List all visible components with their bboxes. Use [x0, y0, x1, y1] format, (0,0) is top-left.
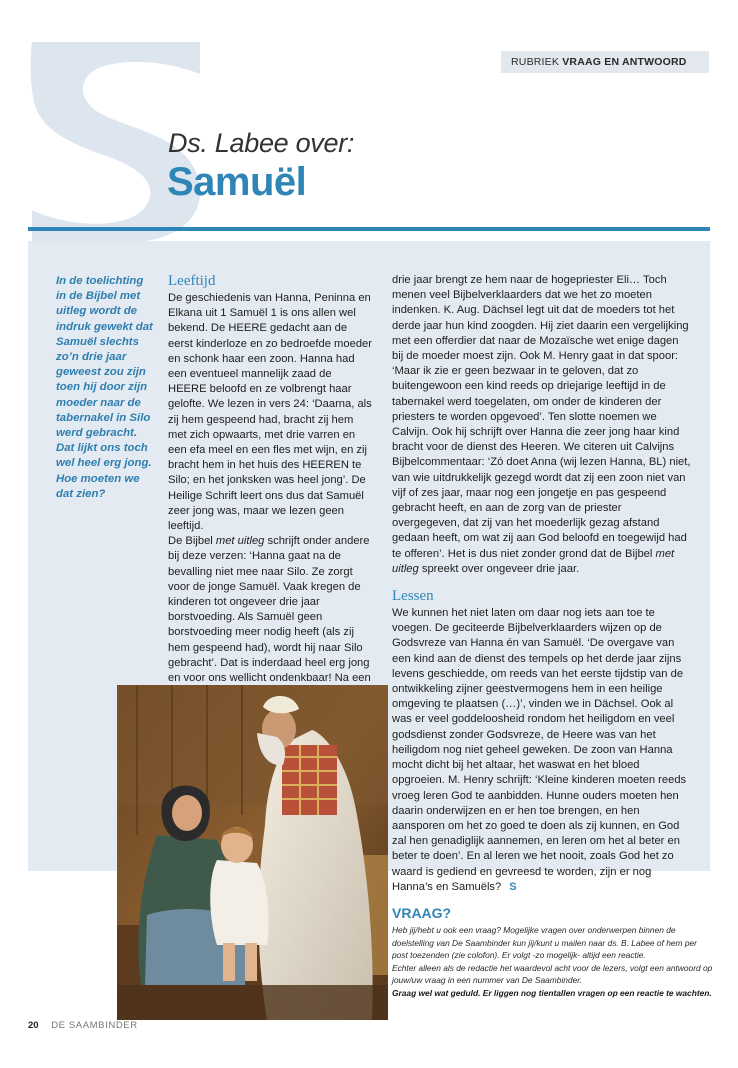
- end-mark-icon: S: [509, 880, 517, 893]
- article-column-2: [392, 273, 692, 895]
- vraag-text: Heb jij/hebt u ook een vraag? Mogelijke vragen over onderwerpen binnen de doelstelling van De Saambinder kun jij/kunt u mailen naar ds. B. Labee of hem per post toezenden (zie colofon). Er volgt -zo mogelijk- altijd een reactie.: [392, 925, 697, 961]
- article-subtitle: Ds. Labee over:: [168, 128, 355, 158]
- rubric-name: VRAAG EN ANTWOORD: [562, 56, 687, 68]
- section-heading-leeftijd: Leeftijd: [168, 273, 216, 289]
- rubric-label: [501, 51, 709, 73]
- text-run: drie jaar brengt ze hem naar de hogepriester Eli… Toch menen veel Bijbelverklaarders dat we het zo moeten indenken. K. Aug. Dächsel legt uit dat de moeders tot het derde jaar hun kind zoogden. Hij ziet daarin een vergelijking met een offerdier dat naar de Mozaïsche wet enige dagen bij de moeder moest zijn. Ook M. Henry gaat in dat spoor: ‘Maar ik zie er geen bezwaar in te geloven, dat zo buitengewoon een kind reeds op driejarige leeftijd in de tabernakel werd toegelaten, om onder de kinderen der priesters te worden opgevoed’. Ten slotte noemen we Calvijn. Ook hij schrijft over Hanna die zeer jong haar kind bracht voor de dienst des Heeren. We citeren uit Calvijns Bijbelcommentaar: ‘Zó doet Anna (wij lezen Hanna, BL) niet, van wie uitdrukkelijk gezegd wordt dat zij een zoon niet van vijf of zes jaar, maar nog een jongetje en pas gespeend gebracht heeft, en aan de zorg van de priester overgegeven, dat zij van het moederlijk gezag afstand gedaan heeft, om wat zij aan God beloofd en toegewijd had te offeren’. Het is dus niet zonder grond dat de Bijbel: [392, 274, 691, 560]
- text-run: spreekt over ongeveer drie jaar.: [418, 562, 580, 575]
- vraag-text-2: Echter alleen als de redactie het waardevol acht voor de lezers, volgt een antwoord op jouw/uw vraag in een nummer van De Saambinder.: [392, 962, 713, 986]
- rubric-prefix: RUBRIEK: [511, 56, 560, 68]
- intro-question: In de toelichting in de Bijbel met uitleg wordt de indruk gewekt dat Samuël slechts zo’n drie jaar geweest zou zijn toen hij door zijn moeder naar de tabernakel in Silo werd gebracht. Dat lijkt ons toch wel heel erg jong. Hoe moeten we dat zien?: [56, 275, 153, 500]
- article-column-1: [168, 272, 373, 732]
- header-divider: [28, 227, 710, 231]
- text-run: We kunnen het niet laten om daar nog iets aan toe te voegen. De geciteerde Bijbelverklaarders wijzen op de Godsvreze van Hanna én van Samuël. ‘De overgave van een kind aan de dienst des tempels op het derde jaar zijns levens geschiedde, om reeds van het eerste tijdstip van de ontwikkeling zijner geestvermogens hem in een heilige omgeving te plaatsen (…)’, vinden we in Dächsel. Ook al was er veel goddeloosheid rondom het heiligdom en veel godsdienst zonder Godsvreze, de Heere was van het heiligdom nog niet geheel geweken. De zoon van Hanna mocht dicht bij het altaar, het waswat en het bloed opgroeien. M. Henry schrijft: ‘Kleine kinderen moeten reeds vroeg leren God te aanbidden. Hunne ouders moeten hen daarin onderwijzen en er hen toe brengen, en hen aansporen om het zo goed te doen als zij kunnen, en God zal hen genadiglijk aannemen, en leren om het al beter en beter te doen’. En al leren we het nooit, zoals God het zo waard is gediend en gevreesd te worden, zijn er nog Hanna’s en Samuëls?: [392, 607, 687, 893]
- paragraph: [392, 273, 692, 577]
- section-heading-lessen: Lessen: [392, 588, 434, 605]
- article-title: Samuël: [167, 160, 307, 204]
- italic-title: met uitleg: [215, 535, 265, 548]
- paragraph: [392, 606, 692, 895]
- vraag-title: VRAAG?: [392, 905, 452, 921]
- magazine-name: DE SAAMBINDER: [51, 1020, 138, 1031]
- vraag-box: [392, 905, 714, 1000]
- paragraph: De geschiedenis van Hanna, Peninna en Elkana uit 1 Samuël 1 is ons allen wel bekend. De HEERE gedacht aan de eerst kinderloze en zo bedroefde moeder en schonk haar een zoon. Hanna had een eventueel mannelijk zaad de HEERE beloofd en ze volbrengt haar gelofte. We lezen in vers 24: ‘Daarna, als zij hem gespeend had, bracht zij hem met zich opwaarts, met drie varren en een efa meel en een fles met wijn, en zij bracht hem in het huis des HEEREN te Silo; en het jonksken was heel jong’. De Heilige Schrift leert ons dus dat Samuël zeer jong was, maar we lezen geen leeftijd.: [168, 292, 372, 533]
- page-number: 20: [28, 1020, 39, 1031]
- italic-title: met uitleg: [392, 547, 675, 575]
- page-footer: [28, 1020, 138, 1031]
- vraag-note: Graag wel wat geduld. Er liggen nog tientallen vragen op een reactie te wachten.: [392, 987, 712, 998]
- text-run: schrijft onder andere bij deze verzen: ‘Hanna gaat na de bevalling niet mee naar Silo. Ze zorgt voor de jonge Samuël. Vaak kregen de kinderen tot ongeveer drie jaar borstvoeding. Als Samuël geen borstvoeding meer nodig heeft (als zij hem gespeend had), wordt hij naar Silo gebracht’. Dat is inderdaad heel erg jong en voor ons wellicht ondenkbaar! Na een: [168, 535, 371, 685]
- painting-hanna-samuel-eli: [117, 685, 388, 1020]
- text-run: De Bijbel: [168, 535, 216, 548]
